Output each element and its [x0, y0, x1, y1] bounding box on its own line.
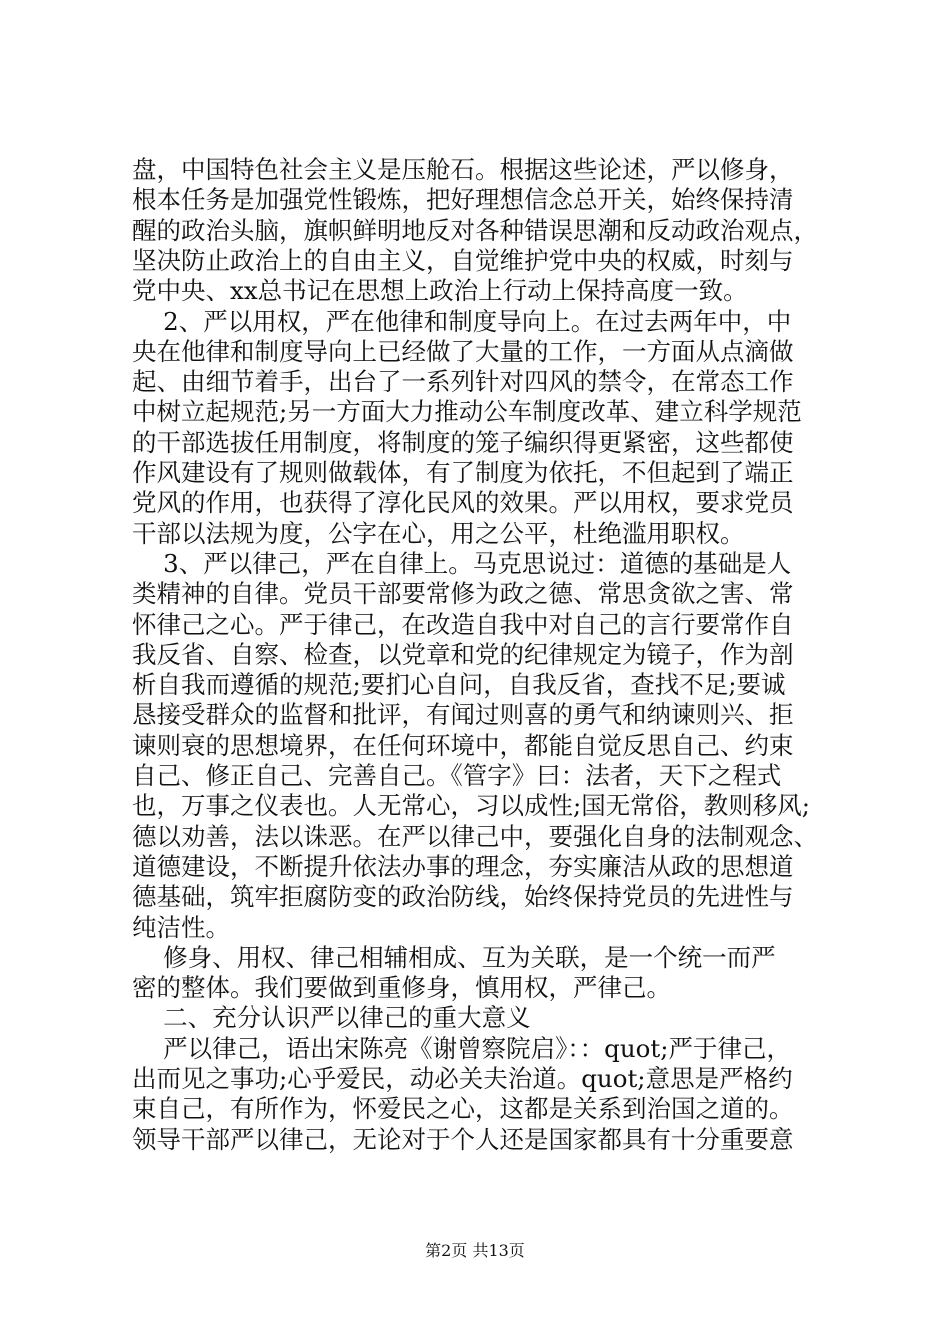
text-line: 纯洁性。	[132, 912, 230, 942]
text-line: 中树立起规范;另一方面大力推动公车制度改革、建立科学规范	[132, 397, 802, 427]
text-line: 密的整体。我们要做到重修身，慎用权，严律己。	[132, 973, 671, 1003]
text-line: 央在他律和制度导向上已经做了大量的工作，一方面从点滴做	[132, 336, 794, 366]
text-line: 自己、修正自己、完善自己。《管字》曰：法者，天下之程式	[132, 761, 782, 790]
text-line: 出而见之事功;心乎爱民，动必关夫治道。quot;意思是严格约	[132, 1064, 793, 1093]
text-line: 严以律己，语出宋陈亮《谢曾察院启》：：quot;严于律己，	[132, 1033, 791, 1063]
text-line: 干部以法规为度，公字在心，用之公平，杜绝滥用职权。	[132, 518, 745, 548]
text-line: 领导干部严以律己，无论对于个人还是国家都具有十分重要意	[132, 1124, 794, 1154]
text-line: 的干部选拔任用制度，将制度的笼子编织得更紧密，这些都使	[132, 427, 794, 457]
text-line: 道德建设，不断提升依法办事的理念，夯实廉洁从政的思想道	[132, 851, 794, 881]
text-line: 德以劝善，法以诛恶。在严以律己中，要强化自身的法制观念、	[132, 821, 818, 851]
text-line: 恳接受群众的监督和批评，有闻过则喜的勇气和纳谏则兴、拒	[132, 700, 794, 730]
text-line: 修身、用权、律己相辅相成、互为关联，是一个统一而严	[132, 942, 776, 972]
text-line: 也，万事之仪表也。人无常心，习以成性;国无常俗，教则移风;	[132, 791, 811, 821]
text-line: 坚决防止政治上的自由主义，自觉维护党中央的权威，时刻与	[132, 245, 794, 275]
text-line: 起、由细节着手，出台了一系列针对四风的禁令，在常态工作	[132, 367, 794, 397]
text-line: 3、严以律己，严在自律上。马克思说过：道德的基础是人	[132, 548, 792, 578]
text-line: 析自我而遵循的规范;要扪心自问，自我反省，查找不足;要诚	[132, 670, 786, 700]
text-line: 二、充分认识严以律己的重大意义	[132, 1003, 531, 1033]
text-line: 怀律己之心。严于律己，在改造自我中对自己的言行要常作自	[132, 609, 794, 639]
text-line: 2、严以用权，严在他律和制度导向上。在过去两年中，中	[132, 306, 792, 336]
text-line: 谏则衰的思想境界，在任何环境中，都能自觉反思自己、约束	[132, 730, 794, 760]
text-line: 束自己，有所作为，怀爱民之心，这都是关系到治国之道的。	[132, 1094, 794, 1124]
page-footer: 第2页 共13页	[425, 1241, 525, 1260]
text-line: 盘，中国特色社会主义是压舱石。根据这些论述，严以修身，	[132, 155, 794, 184]
text-line: 党风的作用，也获得了淳化民风的效果。严以用权，要求党员	[132, 488, 794, 518]
text-line: 我反省、自察、检查，以党章和党的纪律规定为镜子，作为剖	[132, 639, 794, 669]
text-line: 党中央、xx总书记在思想上政治上行动上保持高度一致。	[132, 276, 748, 306]
text-line: 根本任务是加强党性锻炼，把好理想信念总开关，始终保持清	[132, 185, 794, 215]
text-line: 德基础，筑牢拒腐防变的政治防线，始终保持党员的先进性与	[132, 882, 794, 912]
text-line: 类精神的自律。党员干部要常修为政之德、常思贪欲之害、常	[132, 579, 794, 609]
text-line: 作风建设有了规则做载体，有了制度为依托，不但起到了端正	[132, 458, 794, 487]
text-line: 醒的政治头脑，旗帜鲜明地反对各种错误思潮和反动政治观点，	[132, 215, 818, 245]
